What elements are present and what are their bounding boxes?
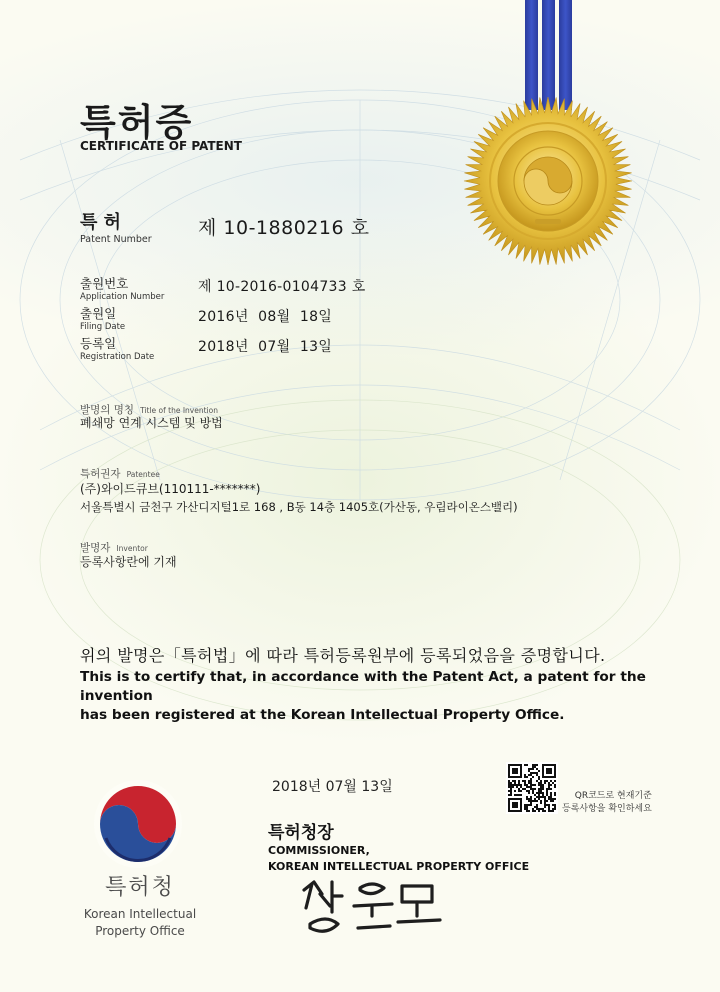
registration-date-label: 등록일 Registration Date [80,336,155,362]
certification-text-en: This is to certify that, in accordance with the Patent Act, a patent for the invention has been registered at the Korean Intellectual Property Office. [80,669,646,723]
office-name-en: Korean Intellectual Property Office [83,907,197,938]
commissioner-title: 특허청장 [268,823,334,843]
filing-date-label: 출원일 Filing Date [80,306,126,332]
patentee-label: 특허권자 Patentee [80,468,160,480]
invention-label: 발명의 명칭 Title of the Invention [80,404,218,416]
patentee-address: 서울특별시 금천구 가산디지털1로 168 , B동 14층 1405호(가산동, 우림라이온스밸리) [80,500,518,514]
office-name-ko: 특허청 [105,875,175,900]
ribbon [559,0,572,110]
commissioner-title-en: COMMISSIONER, KOREAN INTELLECTUAL PROPERTY OFFICE [268,844,530,873]
taegeuk-logo-icon [92,778,184,870]
registration-date-value: 2018년 07월 13일 [198,339,333,355]
patentee-name: (주)와이드큐브(110111-*******) [80,482,261,496]
issue-date: 2018년 07월 13일 [272,779,393,795]
ribbon [525,0,538,110]
certificate-title-en: CERTIFICATE OF PATENT [80,139,242,153]
inventor-label: 발명자 Inventor [80,542,148,554]
gold-seal-icon [463,96,633,266]
application-number-value: 제 10-2016-0104733 호 [198,279,366,295]
application-number-label: 출원번호 Application Number [80,276,165,302]
inventor-value: 등록사항란에 기재 [80,555,177,569]
patent-number-label: 특 허 Patent Number [80,212,152,245]
qr-code-icon[interactable] [506,762,558,814]
filing-date-value: 2016년 08월 18일 [198,309,333,325]
certificate-title: 특허증 [80,101,194,144]
patent-number-value: 제 10-1880216 호 [198,217,370,239]
ribbon [542,0,555,110]
certification-text-ko: 위의 발명은「특허법」에 따라 특허등록원부에 등록되었음을 증명합니다. [80,646,606,665]
qr-note: QR코드로 현재기준 등록사항을 확인하세요 [562,791,652,814]
commissioner-signature [292,872,452,942]
invention-title: 폐쇄망 연계 시스템 및 방법 [80,416,223,430]
